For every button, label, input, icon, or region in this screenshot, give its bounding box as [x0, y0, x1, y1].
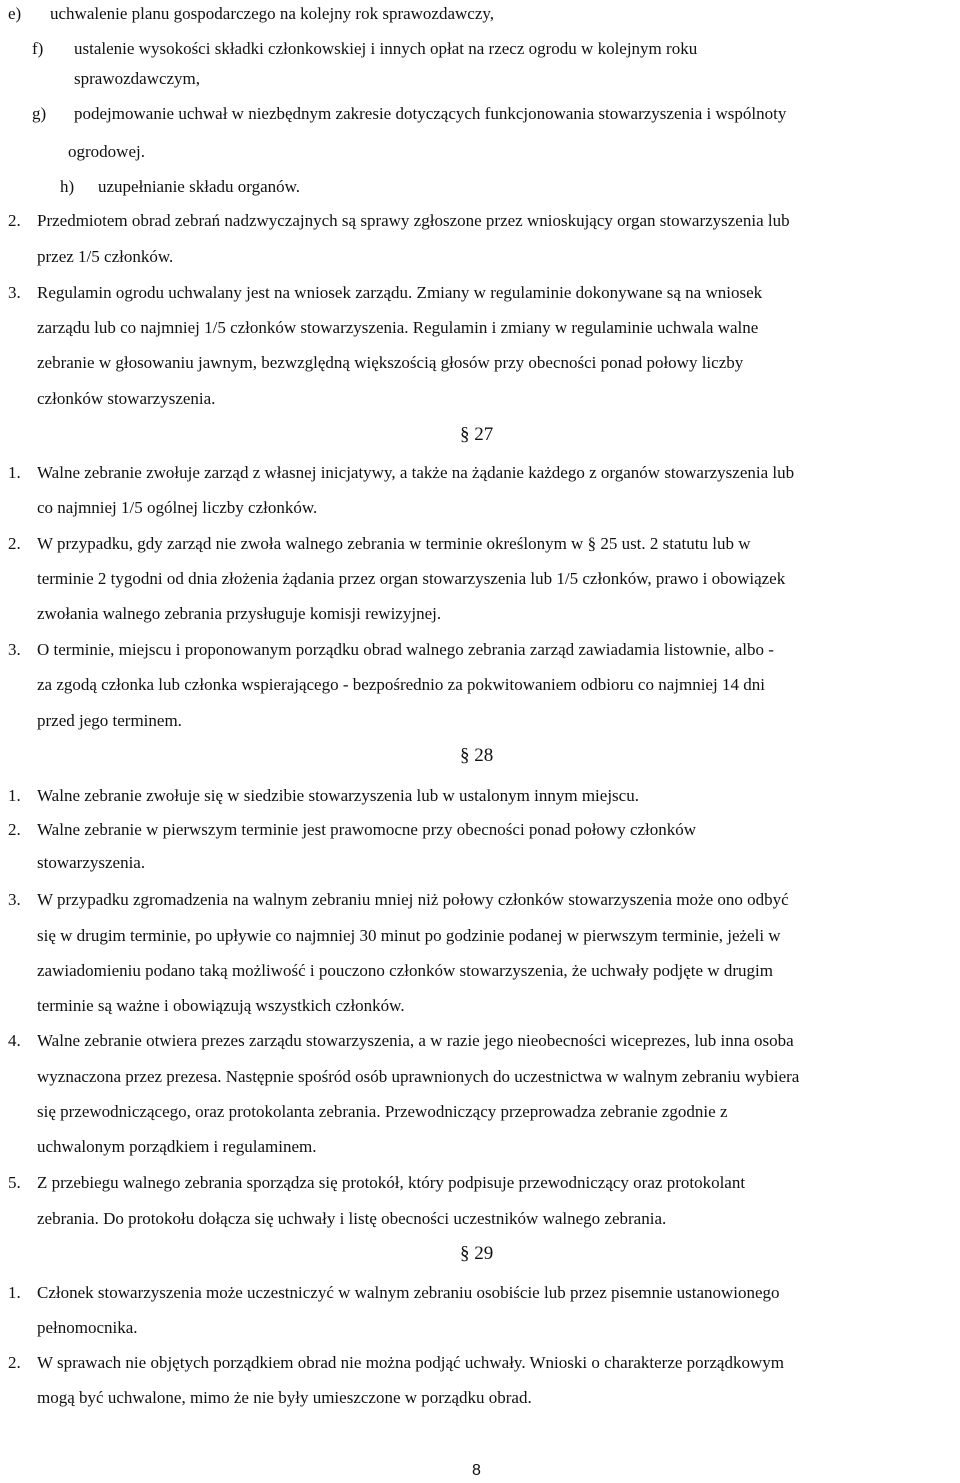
page-number: 8 [472, 1462, 481, 1479]
item-text: sprawozdawczym, [74, 69, 201, 88]
paragraph-number: 4. [8, 1031, 21, 1050]
item-label: e) [8, 4, 22, 23]
paragraph-line: Regulamin ogrodu uchwalany jest na wniosek zarządu. Zmiany w regulaminie dokonywane są na wniosek [37, 283, 763, 302]
paragraph-number: 1. [8, 1283, 21, 1302]
paragraph-line: zebrania. Do protokołu dołącza się uchwały i listę obecności uczestników walnego zebrania. [37, 1209, 667, 1228]
paragraph-line: uchwalonym porządkiem i regulaminem. [37, 1137, 317, 1156]
section-heading: § 28 [460, 745, 494, 766]
item-text: podejmowanie uchwał w niezbędnym zakresie dotyczących funkcjonowania stowarzyszenia i wspólnoty [74, 104, 787, 123]
paragraph-number: 5. [8, 1173, 21, 1192]
paragraph-line: zawiadomieniu podano taką możliwość i pouczono członków stowarzyszenia, że uchwały podjęte w drugim [37, 961, 773, 980]
paragraph-line: się przewodniczącego, oraz protokolanta zebrania. Przewodniczący przeprowadza zebranie zgodnie z [37, 1102, 728, 1121]
paragraph-line: mogą być uchwalone, mimo że nie były umieszczone w porządku obrad. [37, 1388, 532, 1407]
paragraph-number: 2. [8, 534, 21, 553]
paragraph-line: członków stowarzyszenia. [37, 389, 216, 408]
paragraph-number: 2. [8, 820, 21, 839]
paragraph-line: pełnomocnika. [37, 1318, 138, 1337]
paragraph-number: 3. [8, 283, 21, 302]
paragraph-number: 2. [8, 1353, 21, 1372]
paragraph-line: Walne zebranie zwołuje zarząd z własnej inicjatywy, a także na żądanie każdego z organów stowarzyszenia lub [37, 463, 795, 482]
paragraph-line: Walne zebranie otwiera prezes zarządu stowarzyszenia, a w razie jego nieobecności wiceprezes, lub inna osoba [37, 1031, 794, 1050]
paragraph-line: za zgodą członka lub członka wspierającego - bezpośrednio za pokwitowaniem odbioru co najmniej 14 dni [37, 675, 765, 694]
paragraph-number: 1. [8, 786, 21, 805]
item-text: uzupełnianie składu organów. [98, 177, 301, 196]
paragraph-line: W przypadku, gdy zarząd nie zwoła walnego zebrania w terminie określonym w § 25 ust. 2 statutu lub w [37, 534, 751, 553]
paragraph-line: O terminie, miejscu i proponowanym porządku obrad walnego zebrania zarząd zawiadamia listownie, albo - [37, 640, 774, 659]
paragraph-line: się w drugim terminie, po upływie co najmniej 30 minut po godzinie podanej w pierwszym terminie, jeżeli w [37, 926, 781, 945]
paragraph-line: zarządu lub co najmniej 1/5 członków stowarzyszenia. Regulamin i zmiany w regulaminie uchwala walne [37, 318, 759, 337]
paragraph-line: Walne zebranie zwołuje się w siedzibie stowarzyszenia lub w ustalonym innym miejscu. [37, 786, 639, 805]
paragraph-line: Z przebiegu walnego zebrania sporządza się protokół, który podpisuje przewodniczący oraz protokolant [37, 1173, 746, 1192]
paragraph-line: wyznaczona przez prezesa. Następnie spośród osób uprawnionych do uczestnictwa w walnym zebraniu wybiera [37, 1067, 800, 1086]
item-label: h) [60, 177, 75, 196]
item-label: f) [32, 39, 44, 58]
paragraph-line: przez 1/5 członków. [37, 247, 174, 266]
paragraph-line: co najmniej 1/5 ogólnej liczby członków. [37, 498, 318, 517]
item-text: uchwalenie planu gospodarczego na kolejny rok sprawozdawczy, [50, 4, 495, 23]
item-text: ogrodowej. [68, 142, 145, 161]
paragraph-line: Członek stowarzyszenia może uczestniczyć w walnym zebraniu osobiście lub przez pisemnie ustanowionego [37, 1283, 780, 1302]
paragraph-line: terminie są ważne i obowiązują wszystkich członków. [37, 996, 405, 1015]
paragraph-line: zebranie w głosowaniu jawnym, bezwzględną większością głosów przy obecności ponad połowy liczby [37, 353, 744, 372]
paragraph-number: 3. [8, 890, 21, 909]
paragraph-line: stowarzyszenia. [37, 853, 146, 872]
item-text: ustalenie wysokości składki członkowskiej i innych opłat na rzecz ogrodu w kolejnym roku [74, 39, 698, 58]
paragraph-number: 3. [8, 640, 21, 659]
item-label: g) [32, 104, 47, 123]
paragraph-number: 1. [8, 463, 21, 482]
paragraph-line: zwołania walnego zebrania przysługuje komisji rewizyjnej. [37, 604, 442, 623]
paragraph-line: terminie 2 tygodni od dnia złożenia żądania przez organ stowarzyszenia lub 1/5 członków, prawo i obowiązek [37, 569, 786, 588]
paragraph-number: 2. [8, 211, 21, 230]
paragraph-line: W sprawach nie objętych porządkiem obrad nie można podjąć uchwały. Wnioski o charakterze porządkowym [37, 1353, 784, 1372]
section-heading: § 29 [460, 1243, 494, 1264]
paragraph-line: Walne zebranie w pierwszym terminie jest prawomocne przy obecności ponad połowy członków [37, 820, 697, 839]
paragraph-line: przed jego terminem. [37, 711, 182, 730]
paragraph-line: Przedmiotem obrad zebrań nadzwyczajnych są sprawy zgłoszone przez wnioskujący organ stowarzyszenia lub [37, 211, 790, 230]
section-heading: § 27 [460, 424, 494, 445]
paragraph-line: W przypadku zgromadzenia na walnym zebraniu mniej niż połowy członków stowarzyszenia może ono odbyć [37, 890, 789, 909]
